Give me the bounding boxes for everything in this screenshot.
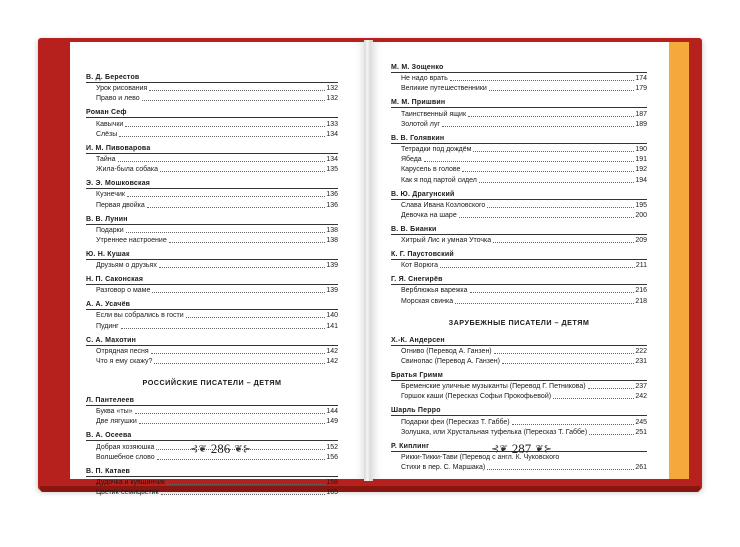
dot-leader (512, 424, 635, 425)
toc-author: Л. Пантелеев (86, 395, 338, 406)
toc-author: В. Ю. Драгунский (391, 189, 647, 200)
toc-entry-title: Пудинг (96, 322, 119, 330)
dot-leader (459, 217, 635, 218)
toc-author: Роман Сеф (86, 107, 338, 118)
toc-entry-page: 165 (326, 489, 338, 497)
dot-leader (442, 126, 634, 127)
dot-leader (167, 484, 325, 485)
toc-author: И. М. Пивоварова (86, 143, 338, 154)
toc-entry (86, 477, 338, 487)
dot-leader (152, 292, 325, 293)
dot-leader (169, 242, 326, 243)
toc-entry-page: 179 (635, 85, 647, 93)
toc-entry (86, 118, 338, 128)
toc-author: М. М. Зощенко (391, 62, 647, 73)
dot-leader (487, 207, 634, 208)
dot-leader (493, 242, 634, 243)
toc-section-heading: РОССИЙСКИЕ ПИСАТЕЛИ – ДЕТЯМ (142, 378, 282, 387)
dot-leader (479, 182, 635, 183)
toc-entry-title: Утреннее настроение (96, 236, 167, 244)
toc-entry (391, 210, 647, 220)
toc-entry-title: Бременские уличные музыканты (Перевод Г. Петникова) (401, 383, 586, 391)
toc-entry (86, 235, 338, 245)
dot-leader (494, 353, 635, 354)
toc-entry (391, 260, 647, 270)
toc-entry-page: 132 (326, 85, 338, 93)
toc-entry-page: 144 (326, 408, 338, 416)
toc-entry-page: 189 (635, 120, 647, 128)
toc-entry-title: Тайна (96, 155, 116, 163)
toc-entry-title: Первая двойка (96, 201, 145, 209)
toc-entry-page: 156 (326, 453, 338, 461)
toc-entry-page: 242 (635, 393, 647, 401)
toc-entry-title: Добрая хозяюшка (96, 443, 155, 451)
toc-entry (86, 164, 338, 174)
right-toc (391, 62, 647, 472)
toc-entry-title: Отрядная песня (96, 347, 149, 355)
toc-entry-page: 141 (326, 322, 338, 330)
toc-entry-page: 132 (326, 95, 338, 103)
toc-entry-title: Две лягушки (96, 418, 137, 426)
dot-leader (126, 232, 326, 233)
toc-entry (391, 356, 647, 366)
toc-author: В. В. Лунин (86, 214, 338, 225)
toc-entry-page: 191 (635, 156, 647, 164)
toc-entry-page: 136 (326, 201, 338, 209)
toc-entry-title: Слава Ивана Козловского (401, 201, 486, 209)
toc-author: В. В. Голявкин (391, 133, 647, 144)
toc-entry (391, 427, 647, 437)
toc-section-heading: ЗАРУБЕЖНЫЕ ПИСАТЕЛИ – ДЕТЯМ (448, 317, 590, 327)
toc-entry-title: Свинопас (Перевод А. Ганзен) (401, 358, 500, 365)
toc-entry-page: 192 (635, 166, 647, 174)
left-page-number (190, 441, 251, 457)
toc-entry-page: 237 (635, 383, 647, 391)
toc-entry-page: 261 (635, 464, 647, 472)
toc-entry-title: Таинственный ящик (401, 110, 467, 118)
toc-entry (391, 164, 647, 174)
toc-entry-title: Подарки (96, 226, 124, 234)
toc-author: Ю. Н. Кушак (86, 249, 338, 260)
toc-entry-page: 139 (326, 287, 338, 295)
toc-author: К. Г. Паустовский (391, 249, 647, 260)
toc-entry-title: Не надо врать (401, 75, 448, 83)
toc-entry-title: Как я под партой сидел (401, 176, 477, 184)
toc-entry (391, 108, 647, 118)
toc-author: Э. Э. Мошковская (86, 178, 338, 189)
right-page-number (491, 441, 552, 457)
dot-leader (589, 434, 634, 435)
toc-entry-page: 231 (635, 358, 647, 365)
dot-leader (154, 363, 325, 364)
toc-entry-title: Золотой луг (401, 120, 440, 128)
toc-entry-page: 187 (635, 110, 647, 118)
toc-entry (391, 346, 647, 356)
toc-entry (391, 416, 647, 426)
toc-author: Братья Гримм (391, 370, 647, 381)
dot-leader (473, 151, 634, 152)
toc-entry (391, 381, 647, 391)
toc-entry-title: Слёзы (96, 130, 118, 138)
toc-entry-title: Кот Ворюга (401, 262, 438, 270)
toc-entry-page: 136 (326, 191, 338, 199)
toc-entry-title: Ябеда (401, 156, 422, 164)
toc-entry-page: 149 (326, 418, 338, 426)
dot-leader (135, 413, 326, 414)
toc-author: Г. Я. Снегирёв (391, 274, 647, 285)
toc-entry-page: 200 (635, 211, 647, 219)
toc-entry-title: Буква «ты» (96, 408, 133, 416)
toc-entry-page: 174 (635, 75, 647, 83)
toc-author: Шарль Перро (391, 405, 647, 416)
dot-leader (125, 126, 325, 127)
toc-entry-title: Стихи в пер. С. Маршака) (401, 464, 486, 472)
toc-entry (86, 356, 338, 366)
toc-entry-title: Цветик-семицветик (96, 489, 159, 497)
toc-entry-page: 216 (635, 287, 647, 295)
dot-leader (139, 423, 326, 424)
dot-leader (440, 267, 635, 268)
toc-entry-page: 209 (635, 237, 647, 245)
toc-entry-title: Разговор о маме (96, 287, 151, 295)
toc-entry-title: Что я ему скажу? (96, 358, 153, 365)
toc-author: Н. П. Саконская (86, 274, 338, 285)
toc-author: В. В. Бианки (391, 224, 647, 235)
toc-author: В. Д. Берестов (86, 72, 338, 83)
toc-entry (86, 310, 338, 320)
toc-entry-page: 135 (326, 166, 338, 174)
toc-entry (86, 93, 338, 103)
dot-leader (468, 116, 634, 117)
toc-entry (86, 406, 338, 416)
dot-leader (121, 328, 326, 329)
toc-author: Х.-К. Андерсен (391, 335, 647, 346)
dot-leader (186, 317, 326, 318)
toc-entry-title: Карусель в голове (401, 166, 461, 174)
dot-leader (151, 353, 326, 354)
dot-leader (455, 303, 634, 304)
toc-entry (391, 285, 647, 295)
dot-leader (502, 363, 634, 364)
ornament-icon: ⊰❦ (491, 443, 508, 455)
toc-author: А. А. Усачёв (86, 299, 338, 310)
dot-leader (462, 171, 634, 172)
toc-entry-page: 138 (326, 236, 338, 244)
left-toc (86, 72, 338, 497)
toc-entry-title: Урок рисования (96, 85, 148, 93)
toc-entry-title: Кавычки (96, 120, 124, 128)
toc-entry (86, 83, 338, 93)
toc-entry (86, 487, 338, 497)
dot-leader (487, 469, 634, 470)
toc-entry-title: Огниво (Перевод А. Ганзен) (401, 347, 492, 355)
dot-leader (489, 90, 635, 91)
toc-entry (86, 199, 338, 209)
toc-entry (391, 83, 647, 93)
toc-entry (86, 320, 338, 330)
toc-entry-title: Верблюжья варежка (401, 287, 468, 295)
toc-entry-title: Жила-была собака (96, 166, 158, 174)
dot-leader (118, 161, 326, 162)
toc-entry-page: 158 (326, 478, 338, 486)
toc-entry-page: 152 (326, 443, 338, 451)
toc-entry (86, 346, 338, 356)
toc-entry (86, 189, 338, 199)
ornament-icon: ⊰❦ (190, 443, 207, 455)
toc-entry-title: Великие путешественники (401, 85, 487, 93)
left-page (70, 42, 366, 497)
toc-entry-title: Право и лево (96, 95, 140, 103)
toc-entry-page: 211 (635, 262, 647, 270)
toc-entry (391, 119, 647, 129)
dot-leader (160, 171, 325, 172)
dot-leader (470, 292, 635, 293)
dot-leader (119, 136, 325, 137)
toc-entry (391, 174, 647, 184)
toc-entry-page: 195 (635, 201, 647, 209)
toc-entry-title: Подарки феи (Пересказ Т. Габбе) (401, 418, 510, 426)
toc-entry-page: 133 (326, 120, 338, 128)
toc-entry-title: Девочка на шаре (401, 211, 457, 219)
dot-leader (450, 80, 635, 81)
toc-entry (86, 285, 338, 295)
dot-leader (147, 207, 326, 208)
toc-author: В. П. Катаев (86, 466, 338, 477)
toc-entry-page: 134 (326, 130, 338, 138)
toc-entry (391, 144, 647, 154)
toc-entry-page: 142 (326, 347, 338, 355)
ornament-icon: ❦⊱ (234, 443, 252, 455)
toc-author: В. А. Осеева (86, 430, 338, 441)
toc-entry (86, 260, 338, 270)
toc-entry-page: 139 (326, 262, 338, 270)
toc-entry-page: 134 (326, 155, 338, 163)
toc-entry-title: Горшок каши (Пересказ Софьи Прокофьевой) (401, 393, 552, 401)
toc-entry (86, 129, 338, 139)
dot-leader (142, 100, 326, 101)
toc-entry (391, 154, 647, 164)
ornament-icon: ❦⊱ (535, 443, 553, 455)
right-page (371, 42, 689, 479)
toc-entry-title: Кузнечик (96, 191, 125, 199)
toc-entry-page: 194 (635, 176, 647, 184)
toc-entry-page: 251 (635, 428, 647, 436)
toc-entry (86, 154, 338, 164)
folio-number: 286 (210, 441, 231, 456)
toc-entry (86, 416, 338, 426)
toc-entry (391, 295, 647, 305)
orange-page-edge-tab (669, 42, 689, 479)
toc-entry-title: Золушка, или Хрустальная туфелька (Пересказ Т. Габбе) (401, 428, 588, 436)
toc-entry-title: Хитрый Лис и умная Уточка (401, 237, 492, 245)
toc-entry (86, 225, 338, 235)
toc-author: М. М. Пришвин (391, 97, 647, 108)
toc-entry-page: 138 (326, 226, 338, 234)
toc-entry-title: Рикки-Тикки-Тави (Перевод с англ. К. Чуковского (401, 453, 560, 461)
toc-entry-title: Друзьям о друзьях (96, 262, 157, 270)
toc-entry-title: Волшебное слово (96, 453, 155, 461)
toc-entry-page: 190 (635, 145, 647, 153)
toc-entry-page: 222 (635, 347, 647, 355)
dot-leader (588, 388, 635, 389)
toc-entry-page: 140 (326, 312, 338, 320)
toc-entry-page: 142 (326, 358, 338, 365)
toc-entry-title: Морская свинка (401, 297, 454, 305)
toc-entry (391, 200, 647, 210)
toc-entry-title: Если вы собрались в гости (96, 312, 184, 320)
dot-leader (161, 494, 326, 495)
toc-entry-title: Тетрадки под дождём (401, 145, 472, 153)
toc-entry (391, 235, 647, 245)
toc-author: С. А. Махотин (86, 335, 338, 346)
toc-entry (391, 73, 647, 83)
toc-entry (391, 462, 647, 472)
toc-entry-page: 218 (635, 297, 647, 305)
dot-leader (553, 398, 634, 399)
toc-entry-title: Дудочка и кувшинчик (96, 478, 165, 486)
dot-leader (424, 161, 635, 162)
dot-leader (149, 90, 325, 91)
toc-author: Р. Киплинг (391, 441, 647, 452)
toc-entry-page: 245 (635, 418, 647, 426)
dot-leader (159, 267, 325, 268)
dot-leader (127, 196, 325, 197)
toc-entry (391, 391, 647, 401)
folio-number: 287 (511, 441, 532, 456)
dot-leader (157, 459, 326, 460)
